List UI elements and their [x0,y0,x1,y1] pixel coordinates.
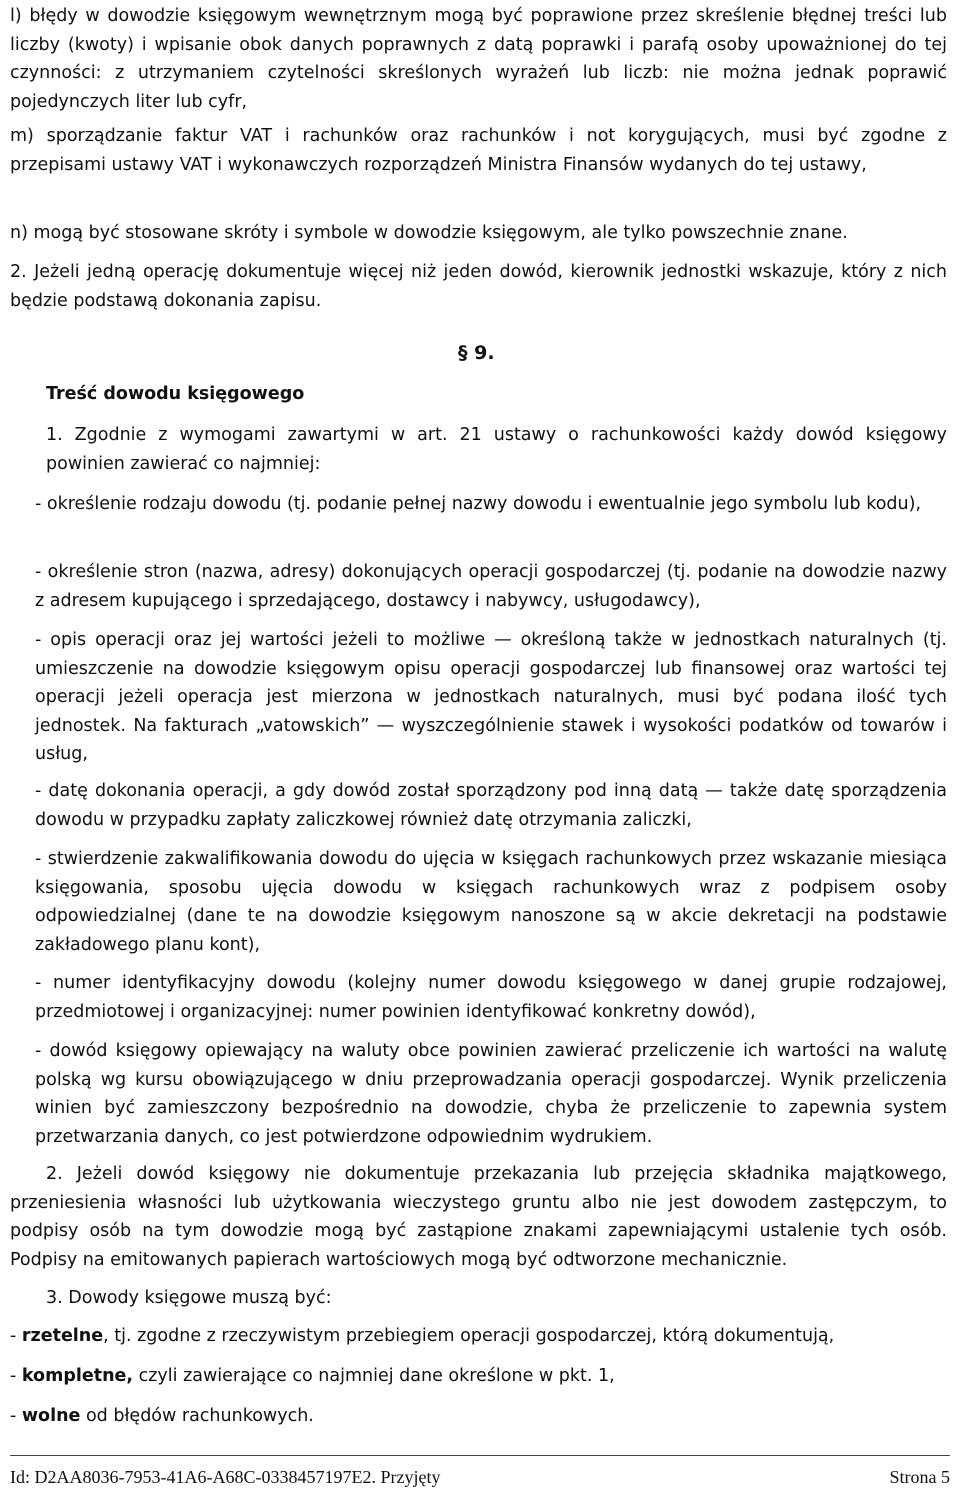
item-l: l) błędy w dowodzie księgowym wewnętrznym mogą być poprawione przez skreślenie błędnej treści lub liczby (kwoty) i wpisanie obok danych poprawnych z datą poprawki i parafą osoby upoważnionej do tej czynności: z utrzymaniem czytelności skreślonych wyrażeń lub liczb: nie można jednak poprawić pojedynczych liter lub cyfr, [10,6,947,112]
document-id: Id: D2AA8036-7953-41A6-A68C-0338457197E2. Przyjęty [10,1467,441,1487]
requirement-dash: - [10,1366,22,1386]
item-m: m) sporządzanie faktur VAT i rachunków oraz rachunków i not korygujących, musi być zgodne z przepisami ustawy VAT i wykonawczych rozporządzeń Ministra Finansów wydanych do tej ustawy, [10,126,947,175]
requirement-term: kompletne, [21,1366,134,1386]
requirement-desc: czyli zawierające co najmniej dane określone w pkt. 1, [133,1366,615,1386]
paragraph-3: 3. Dowody księgowe muszą być: [46,1288,332,1308]
requirement-item [10,1322,947,1351]
section-number: § 9. [458,342,495,364]
page-footer [10,1467,950,1488]
requirement-item [10,1362,947,1391]
requirement-dash: - [10,1406,22,1426]
paragraph-1 [46,421,947,478]
dash-item: - określenie stron (nazwa, adresy) dokonujących operacji gospodarczej (tj. podanie na dowodzie nazwy z adresem kupującego i sprzedającego, dostawcy i nabywcy, usługodawcy), [35,562,947,611]
paragraph-1-text: 1. Zgodnie z wymogami zawartymi w art. 21 ustawy o rachunkowości każdy dowód księgowy powinien zawierać co najmniej: [46,425,947,474]
requirement-term: rzetelne [21,1326,104,1346]
paragraph-2-first: 2. Jeżeli jedną operację dokumentuje więcej niż jeden dowód, kierownik jednostki wskazuje, który z nich będzie podstawą dokonania zapisu. [10,262,947,311]
section-heading: Treść dowodu księgowego [46,384,305,404]
dash-item: - określenie rodzaju dowodu (tj. podanie pełnej nazwy dowodu i ewentualnie jego symbolu lub kodu), [35,494,922,514]
dash-item: - opis operacji oraz jej wartości jeżeli to możliwe — określoną także w jednostkach naturalnych (tj. umieszczenie na dowodzie księgowym opisu operacji gospodarczej lub finansowej oraz wartości tej operacji jeżeli operacja jest mierzona w jednostkach naturalnych, musi być podana ilość tych jednostek. Na fakturach „vatowskich” — wyszczególnienie stawek i wysokości podatków od towarów i usług, [35,630,947,764]
requirement-term: wolne [21,1406,81,1426]
dash-item: - datę dokonania operacji, a gdy dowód został sporządzony pod inną datą — także datę sporządzenia dowodu w przypadku zapłaty zaliczkowej również datę otrzymania zaliczki, [35,781,947,830]
dash-item: - numer identyfikacyjny dowodu (kolejny numer dowodu księgowego w danej grupie rodzajowej, przedmiotowej i organizacyjnej: numer powinien identyfikować konkretny dowód), [35,973,947,1022]
paragraph-2-second: 2. Jeżeli dowód księgowy nie dokumentuje przekazania lub przejęcia składnika majątkowego, przeniesienia własności lub użytkowania wieczystego gruntu albo nie jest dowodem zastępczym, to podpisy osób na tym dowodzie mogą być zastąpione znakami zapewniającymi ustalenie tych osób. Podpisy na emitowanych papierach wartościowych mogą być odtworzone mechanicznie. [10,1164,947,1270]
item-n: n) mogą być stosowane skróty i symbole w dowodzie księgowym, ale tylko powszechnie znane. [10,223,848,243]
dash-item: - stwierdzenie zakwalifikowania dowodu do ujęcia w księgach rachunkowych przez wskazanie miesiąca księgowania, sposobu ujęcia dowodu w księgach rachunkowych wraz z podpisem osoby odpowiedzialnej (dane te na dowodzie księgowym nanoszone są w akcie dekretacji na podstawie zakładowego planu kont), [35,849,947,955]
footer-divider [10,1455,950,1456]
requirement-desc: od błędów rachunkowych. [80,1406,314,1426]
requirement-item [10,1402,947,1431]
requirement-desc: , tj. zgodne z rzeczywistym przebiegiem operacji gospodarczej, którą dokumentują, [103,1326,835,1346]
dash-item: - dowód księgowy opiewający na waluty obce powinien zawierać przeliczenie ich wartości na walutę polską wg kursu obowiązującego w dniu przeprowadzania operacji gospodarczej. Wynik przeliczenia winien być zamieszczony bezpośrednio na dowodzie, chyba że przeliczenie to zapewnia system przetwarzania danych, co jest potwierdzone odpowiednim wydrukiem. [35,1041,947,1147]
page-number: Strona 5 [889,1467,950,1487]
requirement-dash: - [10,1326,22,1346]
